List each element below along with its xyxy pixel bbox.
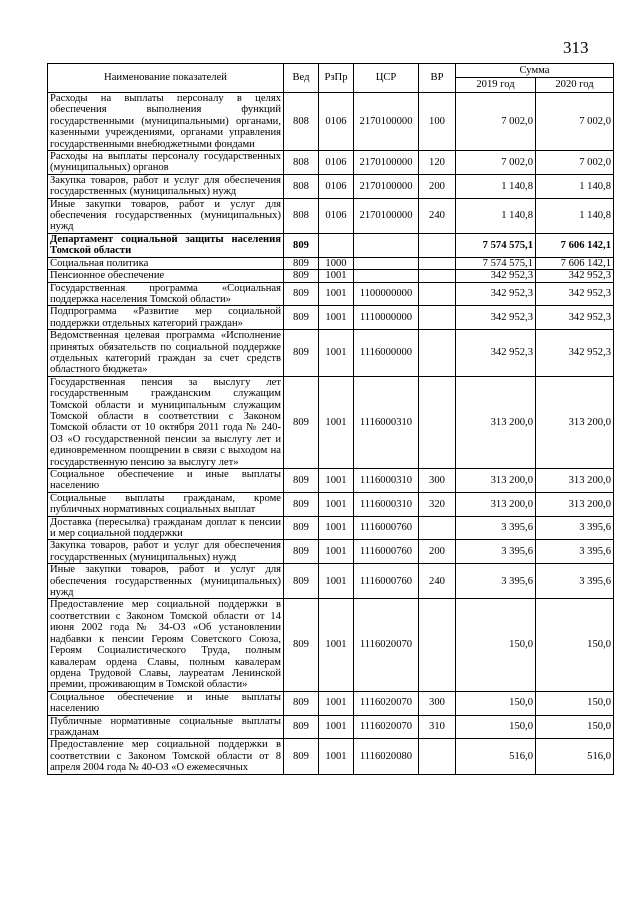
- table-row: [48, 282, 614, 306]
- row-csr: [354, 257, 419, 269]
- row-ved: 809: [284, 564, 319, 599]
- row-amount-2020: 3 395,6: [536, 516, 614, 540]
- row-amount-2019: 7 574 575,1: [456, 257, 536, 269]
- row-csr: 1116020070: [354, 691, 419, 715]
- row-vr: 100: [419, 93, 456, 151]
- row-amount-2020: 342 952,3: [536, 282, 614, 306]
- row-amount-2020: 342 952,3: [536, 306, 614, 330]
- row-amount-2020: 150,0: [536, 691, 614, 715]
- row-amount-2020: 3 395,6: [536, 540, 614, 564]
- header-year-2019: 2019 год: [456, 78, 536, 93]
- row-amount-2019: 342 952,3: [456, 282, 536, 306]
- row-vr: [419, 233, 456, 257]
- row-amount-2020: 516,0: [536, 739, 614, 774]
- row-amount-2019: 3 395,6: [456, 540, 536, 564]
- row-amount-2020: 7 606 142,1: [536, 257, 614, 269]
- row-csr: 1116000310: [354, 492, 419, 516]
- row-amount-2019: 1 140,8: [456, 174, 536, 198]
- row-vr: [419, 306, 456, 330]
- row-name: Ведомственная целевая программа «Исполнение принятых обязательств по социальной поддержке отдельных категорий граждан за счет средств областного бюджета»: [48, 330, 284, 377]
- row-amount-2019: 150,0: [456, 691, 536, 715]
- header-csr: ЦСР: [354, 64, 419, 93]
- row-name: Пенсионное обеспечение: [48, 270, 284, 282]
- row-amount-2020: 313 200,0: [536, 492, 614, 516]
- row-ved: 808: [284, 198, 319, 233]
- row-rzpr: 1001: [319, 540, 354, 564]
- table-row: [48, 516, 614, 540]
- table-row: [48, 691, 614, 715]
- row-ved: 809: [284, 270, 319, 282]
- table-row: [48, 233, 614, 257]
- row-rzpr: 1001: [319, 376, 354, 468]
- row-ved: 809: [284, 469, 319, 493]
- row-ved: 809: [284, 739, 319, 774]
- row-ved: 809: [284, 715, 319, 739]
- row-vr: 200: [419, 174, 456, 198]
- row-rzpr: 1001: [319, 469, 354, 493]
- row-name: Закупка товаров, работ и услуг для обеспечения государственных (муниципальных) нужд: [48, 174, 284, 198]
- row-ved: 809: [284, 376, 319, 468]
- row-amount-2020: 342 952,3: [536, 270, 614, 282]
- row-csr: 1116000760: [354, 516, 419, 540]
- row-rzpr: 1001: [319, 516, 354, 540]
- row-amount-2020: 7 606 142,1: [536, 233, 614, 257]
- header-sum: Сумма: [456, 64, 614, 78]
- row-amount-2020: 1 140,8: [536, 174, 614, 198]
- row-name: Закупка товаров, работ и услуг для обеспечения государственных (муниципальных) нужд: [48, 540, 284, 564]
- table-row: [48, 306, 614, 330]
- row-csr: 1116000760: [354, 540, 419, 564]
- row-name: Доставка (пересылка) гражданам доплат к пенсии и мер социальной поддержки: [48, 516, 284, 540]
- row-rzpr: 1001: [319, 739, 354, 774]
- table-row: [48, 540, 614, 564]
- row-name: Департамент социальной защиты населения Томской области: [48, 233, 284, 257]
- row-ved: 809: [284, 516, 319, 540]
- row-name: Иные закупки товаров, работ и услуг для обеспечения государственных (муниципальных) нужд: [48, 564, 284, 599]
- budget-table: [47, 63, 614, 775]
- table-row: [48, 330, 614, 377]
- row-ved: 808: [284, 151, 319, 175]
- row-ved: 809: [284, 257, 319, 269]
- row-name: Государственная программа «Социальная поддержка населения Томской области»: [48, 282, 284, 306]
- row-csr: 1116000760: [354, 564, 419, 599]
- row-amount-2019: 7 574 575,1: [456, 233, 536, 257]
- row-vr: [419, 599, 456, 691]
- row-amount-2019: 342 952,3: [456, 270, 536, 282]
- row-rzpr: 1000: [319, 257, 354, 269]
- row-ved: 809: [284, 492, 319, 516]
- row-amount-2019: 342 952,3: [456, 330, 536, 377]
- row-csr: 2170100000: [354, 198, 419, 233]
- table-row: [48, 93, 614, 151]
- row-vr: 120: [419, 151, 456, 175]
- row-ved: 808: [284, 174, 319, 198]
- row-amount-2020: 7 002,0: [536, 93, 614, 151]
- table-row: [48, 564, 614, 599]
- table-row: [48, 257, 614, 269]
- table-row: [48, 739, 614, 774]
- table-row: [48, 469, 614, 493]
- header-year-2020: 2020 год: [536, 78, 614, 93]
- row-ved: 809: [284, 306, 319, 330]
- row-rzpr: 1001: [319, 564, 354, 599]
- row-vr: [419, 257, 456, 269]
- row-vr: [419, 282, 456, 306]
- row-ved: 809: [284, 233, 319, 257]
- row-amount-2019: 3 395,6: [456, 564, 536, 599]
- row-name: Социальная политика: [48, 257, 284, 269]
- row-rzpr: 0106: [319, 174, 354, 198]
- row-csr: 1116020070: [354, 599, 419, 691]
- row-rzpr: 1001: [319, 715, 354, 739]
- row-ved: 809: [284, 330, 319, 377]
- row-vr: [419, 330, 456, 377]
- row-amount-2019: 313 200,0: [456, 492, 536, 516]
- row-amount-2019: 342 952,3: [456, 306, 536, 330]
- row-vr: 300: [419, 469, 456, 493]
- row-csr: 2170100000: [354, 174, 419, 198]
- row-rzpr: [319, 233, 354, 257]
- row-ved: 808: [284, 93, 319, 151]
- row-amount-2019: 313 200,0: [456, 376, 536, 468]
- row-name: Расходы на выплаты персоналу в целях обеспечения выполнения функций государственными (муниципальными) органами, казенными учреждениями, органами управления государственными внебюджетными фондами: [48, 93, 284, 151]
- row-csr: 1100000000: [354, 282, 419, 306]
- row-name: Предоставление мер социальной поддержки в соответствии с Законом Томской области от 8 апреля 2004 года № 40-ОЗ «О ежемесячных: [48, 739, 284, 774]
- row-vr: [419, 739, 456, 774]
- row-csr: 1116000000: [354, 330, 419, 377]
- row-amount-2019: 150,0: [456, 599, 536, 691]
- row-csr: 1116020070: [354, 715, 419, 739]
- table-row: [48, 198, 614, 233]
- row-amount-2020: 150,0: [536, 715, 614, 739]
- row-name: Расходы на выплаты персоналу государственных (муниципальных) органов: [48, 151, 284, 175]
- table-row: [48, 492, 614, 516]
- row-amount-2019: 3 395,6: [456, 516, 536, 540]
- row-amount-2019: 7 002,0: [456, 93, 536, 151]
- row-amount-2019: 7 002,0: [456, 151, 536, 175]
- table-row: [48, 151, 614, 175]
- row-rzpr: 0106: [319, 93, 354, 151]
- row-amount-2020: 1 140,8: [536, 198, 614, 233]
- row-rzpr: 1001: [319, 270, 354, 282]
- row-name: Государственная пенсия за выслугу лет государственным гражданским служащим Томской области и муниципальным служащим Томской области в соответствии с Законом Томской области от 10 октября 2011 года № 240-ОЗ «О государственной пенсии за выслугу лет и единовременном поощрении в связи с выходом на государственную пенсию за выслугу лет»: [48, 376, 284, 468]
- row-amount-2020: 3 395,6: [536, 564, 614, 599]
- row-csr: 1116020080: [354, 739, 419, 774]
- row-name: Социальные выплаты гражданам, кроме публичных нормативных социальных выплат: [48, 492, 284, 516]
- row-vr: [419, 270, 456, 282]
- row-amount-2019: 1 140,8: [456, 198, 536, 233]
- row-csr: 2170100000: [354, 151, 419, 175]
- row-amount-2020: 342 952,3: [536, 330, 614, 377]
- row-rzpr: 1001: [319, 282, 354, 306]
- row-csr: [354, 233, 419, 257]
- row-name: Социальное обеспечение и иные выплаты населению: [48, 691, 284, 715]
- row-ved: 809: [284, 599, 319, 691]
- table-row: [48, 174, 614, 198]
- header-vr: ВР: [419, 64, 456, 93]
- row-ved: 809: [284, 282, 319, 306]
- row-ved: 809: [284, 691, 319, 715]
- header-ved: Вед: [284, 64, 319, 93]
- row-amount-2019: 516,0: [456, 739, 536, 774]
- table-row: [48, 715, 614, 739]
- row-rzpr: 1001: [319, 492, 354, 516]
- row-rzpr: 1001: [319, 306, 354, 330]
- row-amount-2020: 150,0: [536, 599, 614, 691]
- row-vr: [419, 516, 456, 540]
- row-vr: 200: [419, 540, 456, 564]
- row-csr: 2170100000: [354, 93, 419, 151]
- row-amount-2020: 313 200,0: [536, 469, 614, 493]
- row-rzpr: 1001: [319, 691, 354, 715]
- row-rzpr: 1001: [319, 330, 354, 377]
- row-amount-2019: 313 200,0: [456, 469, 536, 493]
- table-row: [48, 376, 614, 468]
- table-row: [48, 599, 614, 691]
- row-rzpr: 0106: [319, 198, 354, 233]
- table-row: [48, 270, 614, 282]
- row-amount-2019: 150,0: [456, 715, 536, 739]
- row-vr: 320: [419, 492, 456, 516]
- page-number: 313: [563, 38, 589, 57]
- row-amount-2020: 313 200,0: [536, 376, 614, 468]
- row-csr: 1110000000: [354, 306, 419, 330]
- row-vr: [419, 376, 456, 468]
- row-amount-2020: 7 002,0: [536, 151, 614, 175]
- row-name: Публичные нормативные социальные выплаты гражданам: [48, 715, 284, 739]
- header-rzpr: РзПр: [319, 64, 354, 93]
- row-rzpr: 0106: [319, 151, 354, 175]
- row-rzpr: 1001: [319, 599, 354, 691]
- row-vr: 300: [419, 691, 456, 715]
- row-csr: 1116000310: [354, 469, 419, 493]
- row-csr: 1116000310: [354, 376, 419, 468]
- header-name: Наименование показателей: [48, 64, 284, 93]
- row-ved: 809: [284, 540, 319, 564]
- row-vr: 240: [419, 198, 456, 233]
- row-vr: 240: [419, 564, 456, 599]
- row-name: Предоставление мер социальной поддержки в соответствии с Законом Томской области от 14 июня 2002 года № 34-ОЗ «Об установлении надбавки к пенсии Героям Советского Союза, Героям Социалистического Труда, полным кавалерам ордена Славы, полным кавалерам ордена Трудовой Славы, лауреатам Ленинской премии, проживающим в Томской области»: [48, 599, 284, 691]
- row-vr: 310: [419, 715, 456, 739]
- row-name: Иные закупки товаров, работ и услуг для обеспечения государственных (муниципальных) нужд: [48, 198, 284, 233]
- row-name: Подпрограмма «Развитие мер социальной поддержки отдельных категорий граждан»: [48, 306, 284, 330]
- row-name: Социальное обеспечение и иные выплаты населению: [48, 469, 284, 493]
- row-csr: [354, 270, 419, 282]
